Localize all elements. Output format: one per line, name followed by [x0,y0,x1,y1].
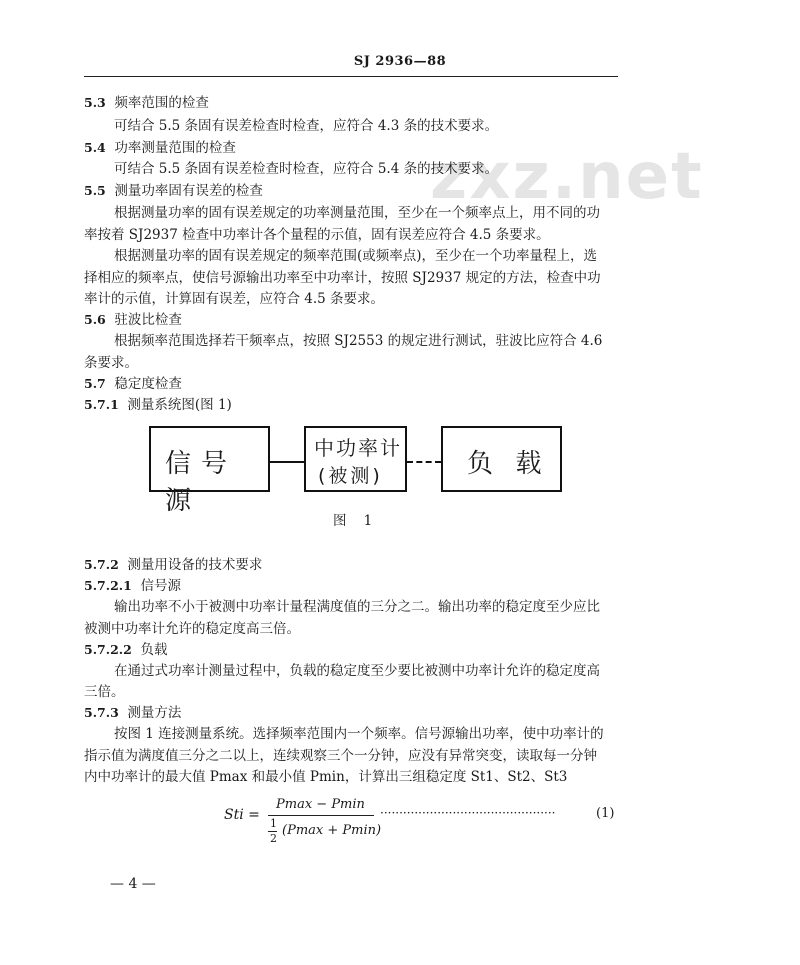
paragraph-line: 根据频率范围选择若干频率点，按照 SJ2553 的规定进行测试，驻波比应符合 4.6 [114,333,603,349]
section-number: 5.7.2.1 [84,578,132,593]
section-number: 5.7.2 [84,557,119,572]
section-number: 5.7.1 [84,397,119,412]
section-title: 功率测量范围的检查 [114,140,236,156]
fraction-bar [268,815,374,816]
section-title: 测量系统图(图 1) [127,397,232,413]
paragraph-line: 指示值为满度值三分之二以上，连续观察三个一分钟，应没有异常突变，读取每一分钟 [84,748,597,764]
section-number: 5.7.2.2 [84,642,132,657]
section-title: 负载 [140,642,168,658]
section-5-7-1-heading [84,396,232,414]
document-header: SJ 2936—88 [353,54,447,69]
section-title: 频率范围的检查 [114,95,209,111]
section-number: 5.4 [84,140,106,155]
formula-numerator: Pmax − Pmin [276,797,365,812]
section-5-7-2-heading [84,556,262,574]
section-title: 测量功率固有误差的检查 [114,183,263,199]
signal-source-label: 信号源 [165,449,238,516]
section-5-6-heading [84,311,182,329]
section-number: 5.7.3 [84,705,119,720]
section-number: 5.6 [84,312,106,327]
formula-denominator: (Pmax + Pmin) [282,823,382,838]
load-box [441,426,562,492]
paragraph-line: 被测中功率计允许的稳定度高三倍。 [84,621,300,637]
section-number: 5.5 [84,183,106,198]
figure-caption: 图 1 [333,513,373,529]
page-number: — 4 — [110,876,156,892]
section-5-7-3-heading [84,704,181,722]
formula-lhs: Sti = [224,807,260,823]
paragraph-line: 根据测量功率的固有误差规定的频率范围(或频率点)，至少在一个功率量程上，选 [114,248,598,264]
section-title: 信号源 [140,578,181,594]
section-title: 测量用设备的技术要求 [127,557,263,573]
paragraph-line: 条要求。 [84,355,138,371]
paragraph-line: 在通过式功率计测量过程中，负载的稳定度至少要比被测中功率计允许的稳定度高 [114,663,600,679]
paragraph-line: 率计的示值，计算固有误差，应符合 4.5 条要求。 [84,291,385,307]
watermark: zxz.net [430,140,704,214]
paragraph-line: 率按着 SJ2937 检查中功率计各个量程的示值，固有误差应符合 4.5 条要求。 [84,227,550,243]
formula-leader-dots: ·············································· [380,806,556,820]
power-meter-box [304,426,407,492]
header-rule [84,76,618,77]
paragraph-line: 根据测量功率的固有误差规定的功率测量范围，至少在一个频率点上，用不同的功 [114,205,600,221]
paragraph-line: 内中功率计的最大值 Pmax 和最小值 Pmin，计算出三组稳定度 St1、St2、St3 [84,769,568,785]
power-meter-label: 中功率计 [314,436,402,460]
paragraph-line: 输出功率不小于被测中功率计量程满度值的三分之二。输出功率的稳定度至少应比 [114,599,600,615]
under-test-label: (被测) [318,465,383,487]
section-5-3-heading [84,94,209,112]
connector-solid [270,461,304,463]
section-number: 5.7 [84,376,106,391]
section-5-5-heading [84,182,263,200]
section-5-7-heading [84,375,182,393]
equation-number: (1) [596,806,615,821]
paragraph-line: 三倍。 [84,684,125,700]
paragraph-line: 择相应的频率点，使信号源输出功率至中功率计，按照 SJ2937 规定的方法，检查中功 [84,270,601,286]
connector-dashed [407,461,441,463]
section-5-4-heading [84,139,236,157]
section-5-4-body: 可结合 5.5 条固有误差检查时检查，应符合 5.4 条的技术要求。 [114,161,499,177]
section-5-3-body: 可结合 5.5 条固有误差检查时检查，应符合 4.3 条的技术要求。 [114,118,499,134]
load-label: 负 载 [467,449,544,479]
section-5-7-2-2-heading [84,641,167,659]
section-title: 稳定度检查 [114,376,182,392]
paragraph-line: 按图 1 连接测量系统。选择频率范围内一个频率。信号源输出功率，使中功率计的 [114,726,604,742]
half-numerator: 1 [270,817,277,830]
half-denominator: 2 [270,832,277,845]
section-title: 测量方法 [127,705,182,721]
signal-source-box [149,426,270,516]
section-5-7-2-1-heading [84,577,181,595]
section-title: 驻波比检查 [114,312,182,328]
section-number: 5.3 [84,95,106,110]
